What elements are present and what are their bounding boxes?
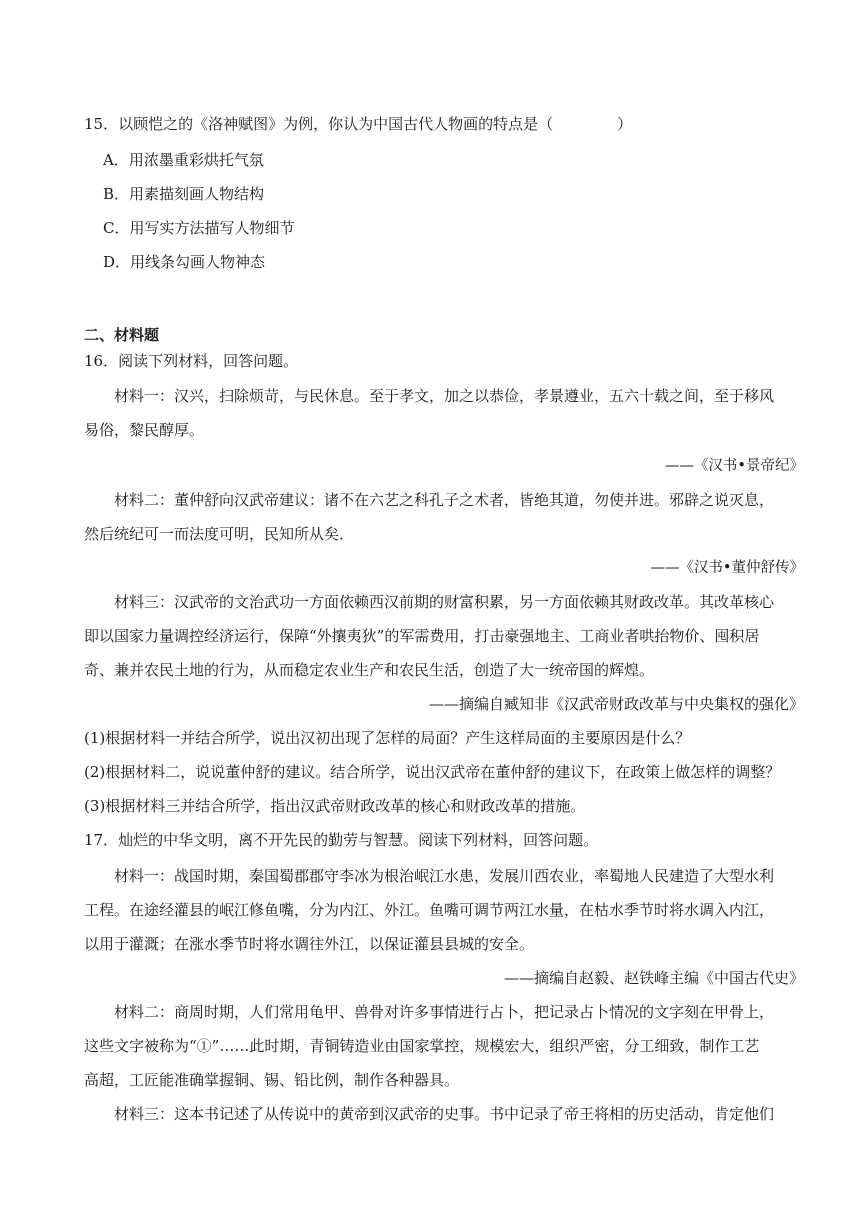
q16-subquestion-1: (1)根据材料一并结合所学，说出汉初出现了怎样的局面？产生这样局面的主要原因是什么？: [84, 729, 691, 747]
q16-material2-line2: 然后统纪可一而法度可明，民知所从矣．: [84, 525, 355, 543]
q16-material2-line1: 材料二：董仲舒向汉武帝建议：诸不在六艺之科孔子之术者，皆绝其道，勿使并进。邪辟之说灭息，: [114, 491, 775, 509]
q16-subquestion-2: (2)根据材料二，说说董仲舒的建议。结合所学，说出汉武帝在董仲舒的建议下，在政策上做怎样的调整？: [84, 763, 781, 781]
q17-material2-line3: 高超，工匠能准确掌握铜、锡、铅比例，制作各种器具。: [84, 1071, 460, 1089]
q15-option-a: A．用浓墨重彩烘托气氛: [103, 151, 264, 169]
q17-material1-source: ——摘编自赵毅、赵铁峰主编《中国古代史》: [503, 969, 804, 987]
q17-material3-line1: 材料三：这本书记述了从传说中的黄帝到汉武帝的史事。书中记录了帝王将相的历史活动，肯定他们: [114, 1105, 775, 1123]
q17-material1-line3: 以用于灌溉；在涨水季节时将水调往外江，以保证灌县县城的安全。: [84, 935, 535, 953]
q16-material1-source: ——《汉书•景帝纪》: [664, 458, 804, 474]
q16-material3-line2: 即以国家力量调控经济运行，保障“外攘夷狄”的军需费用，打击豪强地主、工商业者哄抬物价、囤积居: [84, 627, 760, 645]
section-title: 二、材料题: [84, 326, 160, 344]
q16-material3-line1: 材料三：汉武帝的文治武功一方面依赖西汉前期的财富积累，另一方面依赖其财政改革。其改革核心: [114, 593, 775, 611]
q16-material3-source: ——摘编自臧知非《汉武帝财政改革与中央集权的强化》: [428, 695, 804, 713]
q16-material1-line1: 材料一：汉兴，扫除烦苛，与民休息。至于孝文，加之以恭俭，孝景遵业，五六十载之间，至于移风: [114, 387, 775, 405]
q16-material3-line3: 奇、兼并农民土地的行为，从而稳定农业生产和农民生活，创造了大一统帝国的辉煌。: [84, 661, 655, 679]
q16-material2-source: ——《汉书•董仲舒传》: [650, 560, 804, 576]
q16-material1-line2: 易俗，黎民醇厚。: [84, 421, 205, 439]
q17-stem: 17．灿烂的中华文明，离不开先民的勤劳与智慧。阅读下列材料，回答问题。: [84, 831, 599, 849]
q17-material1-line1: 材料一：战国时期，秦国蜀郡郡守李冰为根治岷江水患，发展川西农业，率蜀地人民建造了大型水利: [114, 867, 775, 885]
q15-option-b: B．用素描刻画人物结构: [103, 185, 265, 203]
q17-material2-line1: 材料二：商周时期，人们常用龟甲、兽骨对许多事情进行占卜，把记录占卜情况的文字刻在甲骨上，: [114, 1003, 775, 1021]
q15-stem-text: 15．以顾恺之的《洛神赋图》为例，你认为中国古代人物画的特点是（: [84, 115, 554, 133]
q17-material1-line2: 工程。在途经灌县的岷江修鱼嘴，分为内江、外江。鱼嘴可调节两江水量，在枯水季节时将水调入内江，: [84, 901, 775, 919]
q17-material2-line2: 这些文字被称为“①”……此时期，青铜铸造业由国家掌控，规模宏大，组织严密，分工细致，制作工艺: [84, 1037, 760, 1055]
q15-stem: [84, 114, 632, 134]
q16-stem: 16．阅读下列材料，回答问题。: [84, 352, 299, 370]
q16-subquestion-3: (3)根据材料三并结合所学，指出汉武帝财政改革的核心和财政改革的措施。: [84, 797, 586, 815]
q15-option-c: C．用写实方法描写人物细节: [103, 219, 295, 237]
q15-stem-close: ）: [617, 115, 633, 133]
q15-option-d: D．用线条勾画人物神态: [103, 253, 266, 271]
